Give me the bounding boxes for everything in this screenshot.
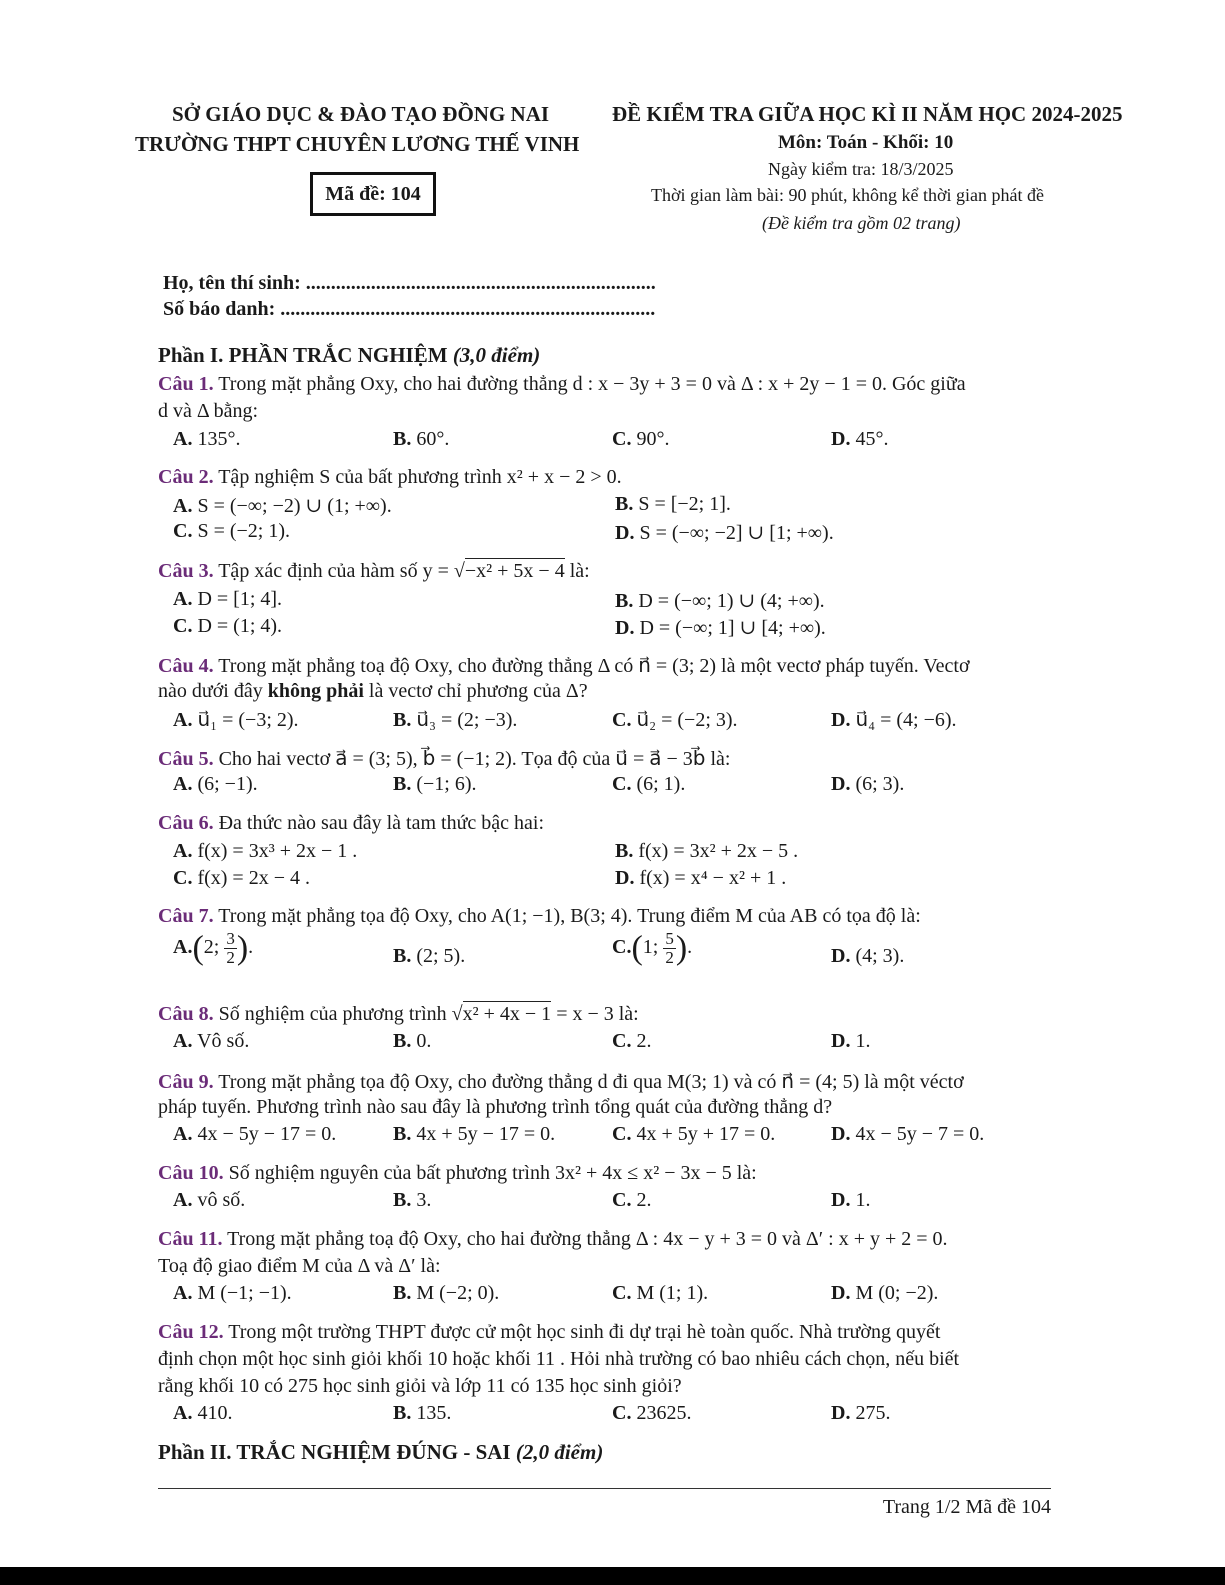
option-letter: C. bbox=[612, 936, 632, 959]
question-11 bbox=[158, 1228, 948, 1251]
option-letter: A. bbox=[173, 840, 193, 862]
option-text: 3. bbox=[416, 1189, 432, 1211]
option-letter: A. bbox=[173, 936, 193, 959]
option-text: f(x) = x⁴ − x² + 1 . bbox=[639, 867, 787, 889]
option-letter: C. bbox=[612, 1189, 632, 1211]
option-text: f(x) = 3x² + 2x − 5 . bbox=[638, 840, 799, 862]
q5-option-b[interactable] bbox=[393, 773, 477, 796]
exam-date: Ngày kiểm tra: 18/3/2025 bbox=[768, 159, 954, 179]
option-letter: C. bbox=[173, 615, 193, 637]
question-label: Câu 8. bbox=[158, 1003, 214, 1025]
option-text: M (0; −2). bbox=[855, 1282, 939, 1304]
radicand: x² + 4x − 1 bbox=[462, 1003, 552, 1025]
option-text: 2; bbox=[203, 936, 220, 959]
option-letter: A. bbox=[173, 1123, 193, 1145]
question-5 bbox=[158, 746, 730, 771]
part1-title: Phần I. PHẦN TRẮC NGHIỆM bbox=[158, 343, 448, 367]
sqrt-icon: √ bbox=[451, 1003, 463, 1025]
q12-option-c[interactable] bbox=[612, 1402, 691, 1425]
option-letter: C. bbox=[612, 1282, 632, 1304]
left-paren-icon: ( bbox=[192, 929, 204, 967]
page-count-note: (Đề kiểm tra gồm 02 trang) bbox=[762, 213, 961, 233]
page-bottom-edge bbox=[0, 1567, 1225, 1585]
option-text: 1. bbox=[855, 1189, 871, 1211]
part1-points: (3,0 điểm) bbox=[452, 343, 541, 367]
question-6 bbox=[158, 812, 544, 835]
q10-option-b[interactable] bbox=[393, 1189, 431, 1212]
option-text: (6; 3). bbox=[855, 773, 905, 795]
q2-option-a[interactable] bbox=[173, 493, 392, 518]
option-letter: B. bbox=[393, 428, 412, 450]
q7-option-b[interactable] bbox=[393, 945, 465, 968]
question-text: Tập xác định của hàm số y = bbox=[218, 560, 449, 582]
question-text: Trong mặt phẳng toạ độ Oxy, cho hai đường thẳng Δ : 4x − y + 3 = 0 và Δ′ : x + y + 2 = 0. bbox=[227, 1228, 948, 1250]
question-12-cont2: rằng khối 10 có 275 học sinh giỏi và lớp 11 có 135 học sinh giỏi? bbox=[158, 1375, 682, 1397]
option-letter: A. bbox=[173, 588, 193, 610]
emphasis: không phải bbox=[267, 680, 364, 702]
q4-option-c[interactable] bbox=[612, 707, 738, 732]
option-letter: A. bbox=[173, 773, 193, 795]
q4-option-b[interactable] bbox=[393, 707, 517, 732]
option-text: 23625. bbox=[636, 1402, 692, 1424]
option-text: 45°. bbox=[855, 428, 889, 450]
fraction-denominator: 2 bbox=[226, 948, 235, 967]
left-paren-icon: ( bbox=[631, 929, 643, 967]
option-text: S = (−2; 1). bbox=[197, 520, 291, 542]
option-letter: B. bbox=[393, 709, 412, 731]
q9-option-c[interactable] bbox=[612, 1123, 775, 1146]
q7-option-d[interactable] bbox=[831, 945, 904, 968]
option-letter: A. bbox=[173, 1189, 193, 1211]
question-9-cont: pháp tuyến. Phương trình nào sau đây là phương trình tổng quát của đường thẳng d? bbox=[158, 1096, 833, 1118]
option-text: 60°. bbox=[416, 428, 450, 450]
option-text: 90°. bbox=[636, 428, 670, 450]
question-text: Tập nghiệm S của bất phương trình x² + x − 2 > 0. bbox=[218, 466, 622, 488]
q11-option-a[interactable] bbox=[173, 1282, 292, 1305]
q2-option-c[interactable] bbox=[173, 520, 290, 543]
question-1 bbox=[158, 373, 966, 396]
option-letter: B. bbox=[393, 1123, 412, 1145]
question-label: Câu 5. bbox=[158, 748, 214, 770]
q12-option-d[interactable] bbox=[831, 1402, 890, 1425]
option-text: 4x + 5y + 17 = 0. bbox=[636, 1123, 776, 1145]
q3-option-d[interactable] bbox=[615, 615, 826, 640]
question-label: Câu 6. bbox=[158, 812, 214, 834]
part2-points: (2,0 điểm) bbox=[515, 1440, 604, 1464]
option-text: 1. bbox=[855, 1030, 871, 1052]
q12-option-a[interactable] bbox=[173, 1402, 232, 1425]
department-name: SỞ GIÁO DỤC & ĐÀO TẠO ĐỒNG NAI bbox=[172, 102, 550, 126]
question-label: Câu 10. bbox=[158, 1162, 224, 1184]
q11-option-c[interactable] bbox=[612, 1282, 708, 1305]
option-letter: D. bbox=[615, 522, 635, 544]
option-text: D = (−∞; 1] ∪ [4; +∞). bbox=[639, 617, 826, 639]
q11-option-d[interactable] bbox=[831, 1282, 938, 1305]
question-7 bbox=[158, 905, 921, 928]
option-text: (6; 1). bbox=[636, 773, 686, 795]
option-letter: D. bbox=[831, 1189, 851, 1211]
option-text: u⃗₁ = (−3; 2). bbox=[197, 709, 299, 731]
option-letter: D. bbox=[831, 709, 851, 731]
page-footer: Trang 1/2 Mã đề 104 bbox=[882, 1496, 1051, 1518]
option-letter: B. bbox=[615, 493, 634, 515]
part2-title: Phần II. TRẮC NGHIỆM ĐÚNG - SAI bbox=[158, 1440, 511, 1464]
fraction-denominator: 2 bbox=[665, 948, 674, 967]
option-letter: B. bbox=[393, 1030, 412, 1052]
q1-option-d[interactable] bbox=[831, 428, 888, 451]
student-name-field: Họ, tên thí sinh: ...................................................................... bbox=[163, 272, 656, 294]
option-text: 2. bbox=[636, 1030, 652, 1052]
q6-option-d[interactable] bbox=[615, 867, 786, 890]
q1-option-c[interactable] bbox=[612, 428, 669, 451]
option-letter: A. bbox=[173, 428, 193, 450]
exam-code: Mã đề: 104 bbox=[325, 183, 421, 205]
option-letter: C. bbox=[612, 709, 632, 731]
option-text: (2; 5). bbox=[416, 945, 466, 967]
option-text: M (−2; 0). bbox=[416, 1282, 500, 1304]
q1-option-a[interactable] bbox=[173, 428, 240, 451]
question-2 bbox=[158, 466, 622, 489]
question-10 bbox=[158, 1162, 757, 1185]
option-letter: C. bbox=[612, 1123, 632, 1145]
q3-option-a[interactable] bbox=[173, 588, 282, 611]
q5-option-a[interactable] bbox=[173, 773, 258, 796]
q3-option-b[interactable] bbox=[615, 588, 825, 613]
option-text: (6; −1). bbox=[197, 773, 258, 795]
option-text: M (1; 1). bbox=[636, 1282, 709, 1304]
question-text: Số nghiệm của phương trình bbox=[218, 1003, 447, 1025]
q5-option-c[interactable] bbox=[612, 773, 685, 796]
question-text: Số nghiệm nguyên của bất phương trình 3x² + 4x ≤ x² − 3x − 5 là: bbox=[228, 1162, 757, 1184]
option-text: D = [1; 4]. bbox=[197, 588, 283, 610]
option-letter: D. bbox=[831, 1282, 851, 1304]
option-letter: C. bbox=[612, 428, 632, 450]
option-letter: A. bbox=[173, 1282, 193, 1304]
option-letter: D. bbox=[615, 867, 635, 889]
option-text: 4x + 5y − 17 = 0. bbox=[416, 1123, 556, 1145]
option-letter: D. bbox=[831, 428, 851, 450]
option-text: 4x − 5y − 7 = 0. bbox=[855, 1123, 985, 1145]
q11-option-b[interactable] bbox=[393, 1282, 499, 1305]
q7-option-a[interactable]: A.(2; $\frac{3}{2}$ ). bbox=[173, 929, 254, 967]
q2-option-d[interactable] bbox=[615, 520, 834, 545]
question-label: Câu 1. bbox=[158, 373, 214, 395]
option-text: D = (−∞; 1) ∪ (4; +∞). bbox=[638, 590, 825, 612]
radicand: −x² + 5x − 4 bbox=[464, 560, 565, 582]
q6-option-a[interactable] bbox=[173, 840, 357, 863]
question-11-cont: Toạ độ giao điểm M của Δ và Δ′ là: bbox=[158, 1255, 441, 1277]
option-letter: A. bbox=[173, 1402, 193, 1424]
option-text: S = (−∞; −2) ∪ (1; +∞). bbox=[197, 495, 392, 517]
option-text: 1; bbox=[642, 936, 659, 959]
fraction-numerator: 5 bbox=[665, 929, 674, 948]
option-letter: D. bbox=[615, 617, 635, 639]
q8-option-a[interactable] bbox=[173, 1030, 249, 1053]
exam-title: ĐỀ KIỂM TRA GIỮA HỌC KÌ II NĂM HỌC 2024-2025 bbox=[612, 102, 1123, 126]
question-text: nào dưới đây bbox=[158, 680, 263, 702]
option-letter: D. bbox=[831, 945, 851, 967]
question-label: Câu 2. bbox=[158, 466, 214, 488]
option-letter: D. bbox=[831, 773, 851, 795]
question-4-cont bbox=[158, 680, 588, 703]
question-text: Trong một trường THPT được cử một học sinh đi dự trại hè toàn quốc. Nhà trường quyết bbox=[228, 1321, 941, 1343]
option-letter: D. bbox=[831, 1030, 851, 1052]
option-letter: A. bbox=[173, 709, 193, 731]
option-text: 0. bbox=[416, 1030, 432, 1052]
school-name: TRƯỜNG THPT CHUYÊN LƯƠNG THẾ VINH bbox=[135, 132, 580, 156]
option-letter: C. bbox=[173, 867, 193, 889]
question-text: Trong mặt phẳng tọa độ Oxy, cho đường thẳng d đi qua M(3; 1) và có n⃗ = (4; 5) là một véctơ bbox=[218, 1071, 964, 1093]
student-id-field: Số báo danh: ........................................................................... bbox=[163, 298, 656, 320]
question-text: Trong mặt phẳng toạ độ Oxy, cho đường thẳng Δ có n⃗ = (3; 2) là một vectơ pháp tuyến. Vectơ bbox=[218, 655, 970, 677]
exam-duration: Thời gian làm bài: 90 phút, không kể thời gian phát đề bbox=[651, 185, 1044, 205]
option-letter: C. bbox=[612, 1030, 632, 1052]
option-letter: A. bbox=[173, 495, 193, 517]
question-text: Đa thức nào sau đây là tam thức bậc hai: bbox=[218, 812, 545, 834]
option-text: u⃗₂ = (−2; 3). bbox=[636, 709, 738, 731]
q8-option-b[interactable] bbox=[393, 1030, 431, 1053]
option-text: u⃗₄ = (4; −6). bbox=[855, 709, 957, 731]
q4-option-a[interactable] bbox=[173, 707, 299, 732]
option-letter: C. bbox=[173, 520, 193, 542]
q10-option-c[interactable] bbox=[612, 1189, 651, 1212]
part2-heading bbox=[158, 1440, 603, 1465]
sqrt-icon: √ bbox=[453, 560, 465, 582]
question-text: Trong mặt phẳng tọa độ Oxy, cho A(1; −1), B(3; 4). Trung điểm M của AB có tọa độ là: bbox=[218, 905, 921, 927]
question-text-end: = x − 3 là: bbox=[556, 1003, 639, 1025]
option-letter: C. bbox=[612, 773, 632, 795]
option-text: 4x − 5y − 17 = 0. bbox=[197, 1123, 337, 1145]
fraction-numerator: 3 bbox=[226, 929, 235, 948]
option-text: f(x) = 2x − 4 . bbox=[197, 867, 310, 889]
question-text-end: là: bbox=[569, 560, 590, 582]
question-label: Câu 4. bbox=[158, 655, 214, 677]
part1-heading bbox=[158, 343, 540, 368]
option-text: 2. bbox=[636, 1189, 652, 1211]
q9-option-a[interactable] bbox=[173, 1123, 336, 1146]
question-4 bbox=[158, 653, 970, 678]
option-text: (−1; 6). bbox=[416, 773, 477, 795]
question-label: Câu 11. bbox=[158, 1228, 223, 1250]
option-letter: D. bbox=[831, 1402, 851, 1424]
q8-option-d[interactable] bbox=[831, 1030, 870, 1053]
q10-option-a[interactable] bbox=[173, 1189, 245, 1212]
option-letter: B. bbox=[393, 1402, 412, 1424]
question-label: Câu 9. bbox=[158, 1071, 214, 1093]
option-text: Vô số. bbox=[197, 1030, 250, 1052]
question-12-cont: định chọn một học sinh giỏi khối 10 hoặc khối 11 . Hỏi nhà trường có bao nhiêu cách chọn, nếu biết bbox=[158, 1348, 960, 1370]
question-3 bbox=[158, 560, 590, 583]
option-letter: B. bbox=[393, 773, 412, 795]
q6-option-b[interactable] bbox=[615, 840, 798, 863]
question-8 bbox=[158, 1003, 639, 1026]
question-text: Trong mặt phẳng Oxy, cho hai đường thẳng d : x − 3y + 3 = 0 và Δ : x + 2y − 1 = 0. Góc giữa bbox=[218, 373, 966, 395]
question-text-end: là vectơ chỉ phương của Δ? bbox=[368, 680, 588, 702]
q7-option-c[interactable]: C.(1; $\frac{5}{2}$ ). bbox=[612, 929, 693, 967]
q10-option-d[interactable] bbox=[831, 1189, 870, 1212]
option-text: u⃗₃ = (2; −3). bbox=[416, 709, 518, 731]
exam-code-box bbox=[310, 172, 436, 216]
option-letter: C. bbox=[612, 1402, 632, 1424]
option-letter: B. bbox=[393, 1189, 412, 1211]
q8-option-c[interactable] bbox=[612, 1030, 651, 1053]
q9-option-d[interactable] bbox=[831, 1123, 984, 1146]
question-label: Câu 12. bbox=[158, 1321, 224, 1343]
option-letter: D. bbox=[831, 1123, 851, 1145]
q3-option-c[interactable] bbox=[173, 615, 282, 638]
option-letter: A. bbox=[173, 1030, 193, 1052]
option-text: 135. bbox=[416, 1402, 452, 1424]
option-text: f(x) = 3x³ + 2x − 1 . bbox=[197, 840, 358, 862]
q12-option-b[interactable] bbox=[393, 1402, 451, 1425]
option-text: vô số. bbox=[197, 1189, 246, 1211]
option-letter: B. bbox=[393, 945, 412, 967]
question-9 bbox=[158, 1069, 964, 1094]
question-12 bbox=[158, 1321, 940, 1344]
q6-option-c[interactable] bbox=[173, 867, 310, 890]
option-text: M (−1; −1). bbox=[197, 1282, 292, 1304]
q1-option-b[interactable] bbox=[393, 428, 449, 451]
option-text: 135°. bbox=[197, 428, 241, 450]
fraction bbox=[663, 930, 676, 967]
q2-option-b[interactable] bbox=[615, 493, 731, 516]
footer-divider bbox=[158, 1488, 1051, 1489]
right-paren-icon: ) bbox=[675, 929, 688, 967]
subject-line: Môn: Toán - Khối: 10 bbox=[778, 132, 954, 153]
q4-option-d[interactable] bbox=[831, 707, 957, 732]
q9-option-b[interactable] bbox=[393, 1123, 555, 1146]
q5-option-d[interactable] bbox=[831, 773, 904, 796]
right-paren-icon: ) bbox=[236, 929, 249, 967]
fraction bbox=[224, 930, 237, 967]
option-text: 410. bbox=[197, 1402, 233, 1424]
question-text: Cho hai vectơ a⃗ = (3; 5), b⃗ = (−1; 2). Tọa độ của u⃗ = a⃗ − 3b⃗ là: bbox=[218, 748, 731, 770]
option-text: S = [−2; 1]. bbox=[638, 493, 731, 515]
option-text: S = (−∞; −2] ∪ [1; +∞). bbox=[639, 522, 834, 544]
option-text: (4; 3). bbox=[855, 945, 905, 967]
question-label: Câu 7. bbox=[158, 905, 214, 927]
option-letter: B. bbox=[615, 590, 634, 612]
option-text: 275. bbox=[855, 1402, 891, 1424]
option-letter: B. bbox=[393, 1282, 412, 1304]
option-letter: B. bbox=[615, 840, 634, 862]
option-text: D = (1; 4). bbox=[197, 615, 283, 637]
question-1-cont: d và Δ bằng: bbox=[158, 400, 259, 422]
question-label: Câu 3. bbox=[158, 560, 214, 582]
